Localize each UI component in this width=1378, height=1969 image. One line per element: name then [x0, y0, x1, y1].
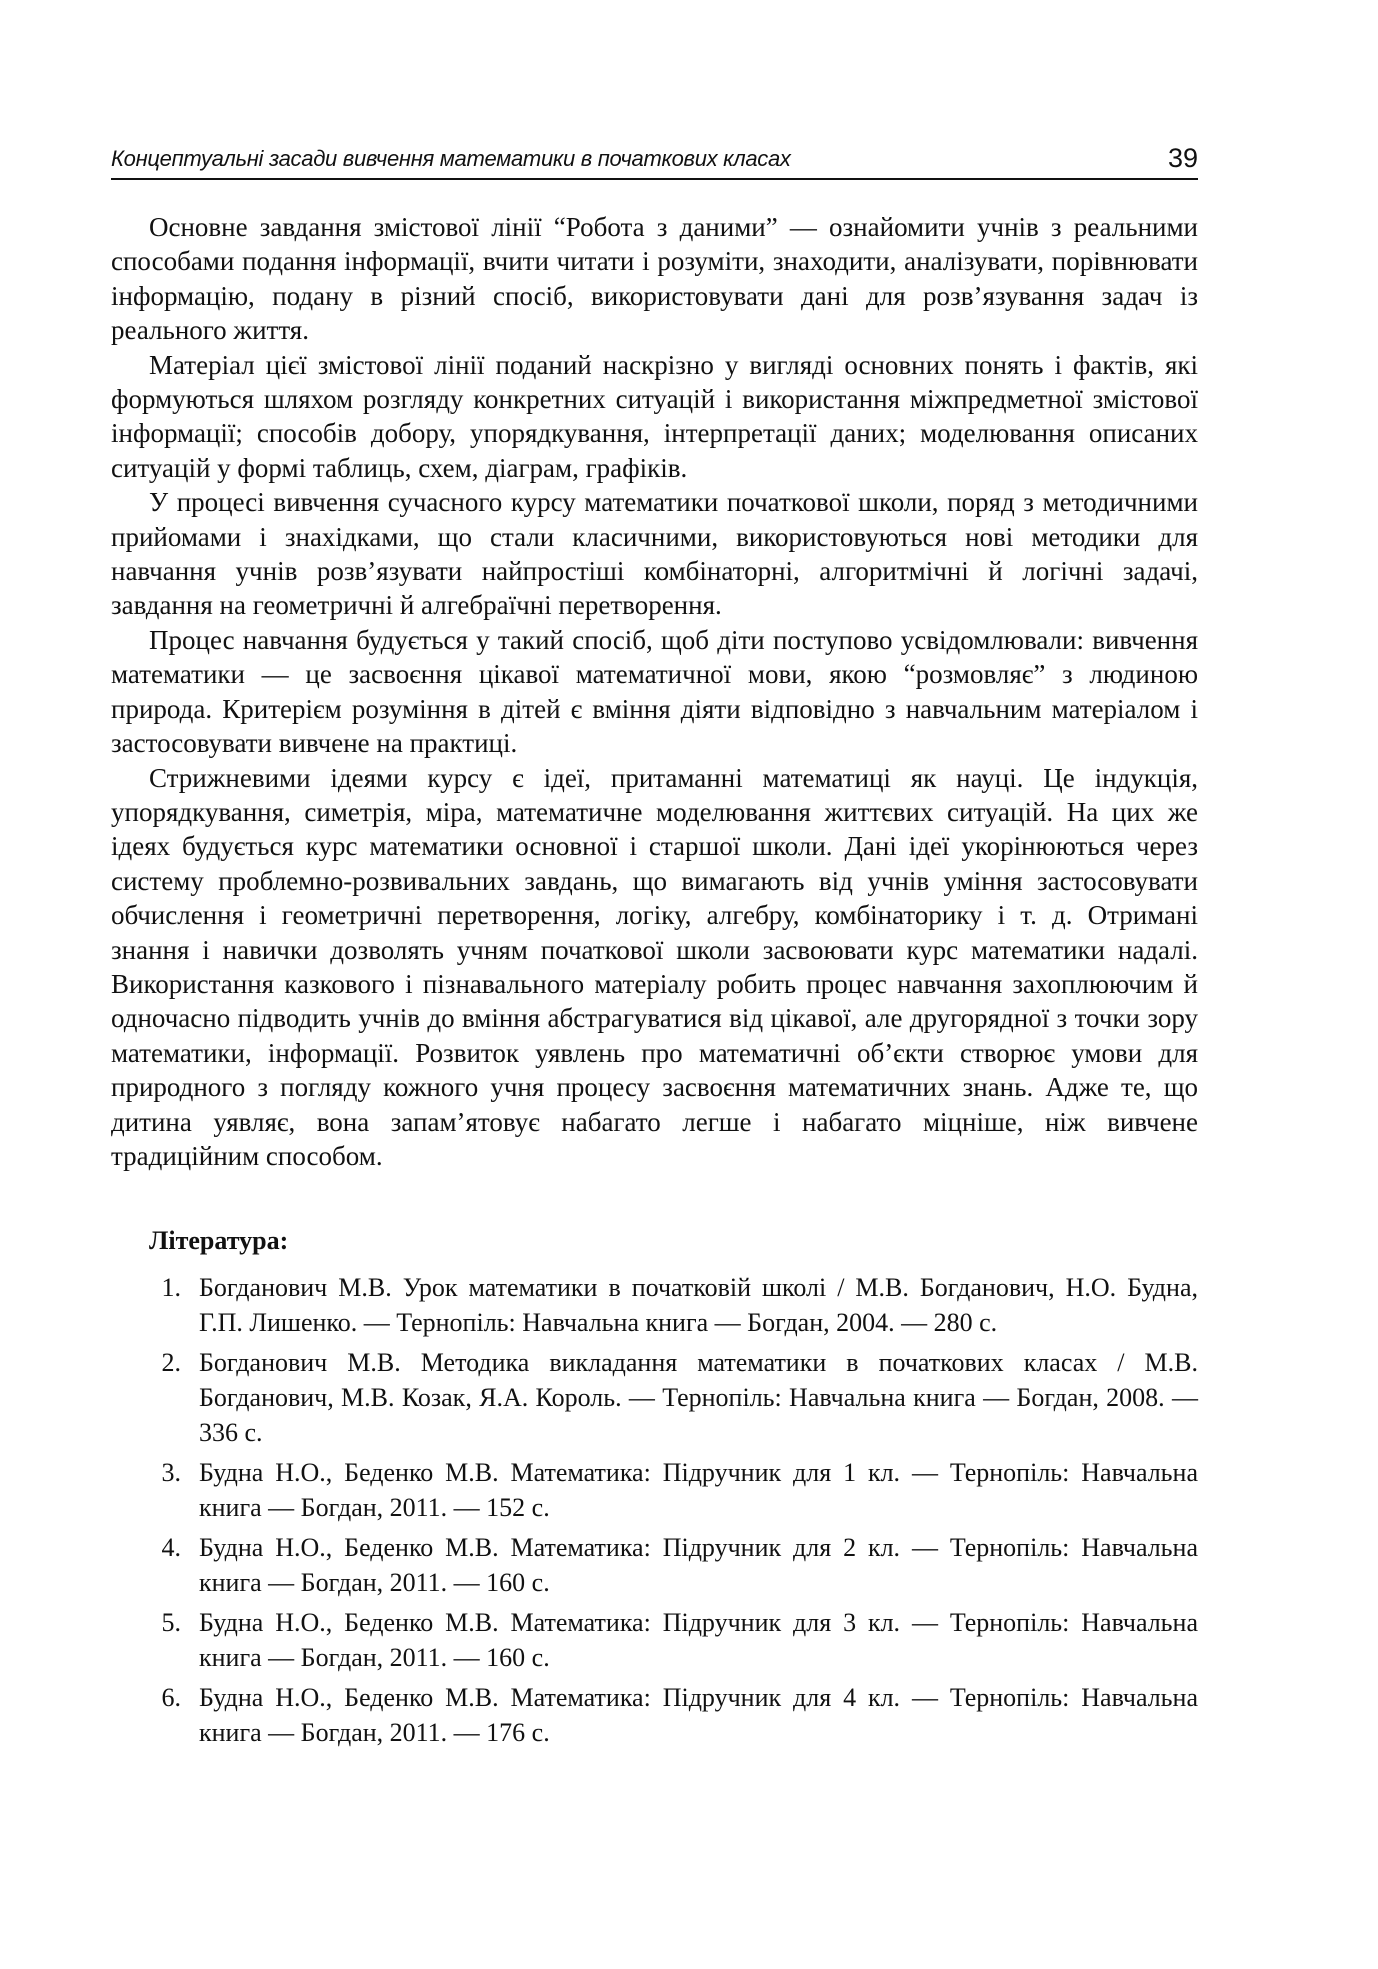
reference-text: Будна Н.О., Беденко М.В. Математика: Підручник для 2 кл. — Тернопіль: Навчальна книга — Богдан, 2011. — 160 с.: [199, 1533, 1198, 1598]
paragraph: У процесі вивчення сучасного курсу математики початкової школи, поряд з методичними прийомами і знахідками, що стали класичними, використовуються нові методики для навчання учнів розв’язувати найпростіші комбінаторні, алгоритмічні й логічні задачі, завдання на геометричні й алгебраїчні перетворення.: [111, 487, 1198, 621]
running-title: Концептуальні засади вивчення математики в початкових класах: [111, 146, 791, 171]
reference-number: 4.: [161, 1533, 181, 1563]
reference-text: Будна Н.О., Беденко М.В. Математика: Підручник для 4 кл. — Тернопіль: Навчальна книга — Богдан, 2011. — 176 с.: [199, 1683, 1198, 1748]
literature-heading: Література:: [149, 1226, 289, 1256]
paragraph: Основне завдання змістової лінії “Робота з даними” — ознайомити учнів з реальними способами подання інформації, вчити читати і розуміти, знаходити, аналізувати, порівнювати інформацію, подану в різний спосіб, використовувати дані для розв’язування задач із реального життя.: [111, 212, 1198, 346]
reference-text: Будна Н.О., Беденко М.В. Математика: Підручник для 1 кл. — Тернопіль: Навчальна книга — Богдан, 2011. — 152 с.: [199, 1458, 1198, 1523]
reference-number: 1.: [161, 1273, 181, 1303]
reference-item: [111, 1455, 1198, 1525]
paragraph: Процес навчання будується у такий спосіб, щоб діти поступово усвідомлювали: вивчення математики — це засвоєння цікавої математичної мови, якою “розмовляє” з людиною природа. Критерієм розуміння в дітей є вміння діяти відповідно з навчальним матеріалом і застосовувати вивчене на практиці.: [111, 624, 1198, 759]
reference-item: [111, 1680, 1198, 1750]
reference-number: 2.: [161, 1348, 181, 1378]
reference-item: [111, 1605, 1198, 1675]
reference-number: 5.: [161, 1608, 181, 1638]
reference-text: Будна Н.О., Беденко М.В. Математика: Підручник для 3 кл. — Тернопіль: Навчальна книга — Богдан, 2011. — 160 с.: [199, 1608, 1198, 1673]
reference-item: [111, 1345, 1198, 1450]
reference-item: [111, 1530, 1198, 1600]
reference-text: Богданович М.В. Урок математики в початковій школі / М.В. Богданович, Н.О. Будна, Г.П. Лишенко. — Тернопіль: Навчальна книга — Богдан, 2004. — 280 с.: [199, 1273, 1198, 1338]
running-header: [111, 134, 1198, 180]
reference-item: [111, 1270, 1198, 1340]
reference-number: 6.: [161, 1683, 181, 1713]
reference-list: [111, 1270, 1198, 1750]
page-number: 39: [1167, 143, 1198, 173]
paragraph: Стрижневими ідеями курсу є ідеї, притаманні математиці як науці. Це індукція, упорядкування, симетрія, міра, математичне моделювання життєвих ситуацій. На цих же ідеях будується курс математики основної і старшої школи. Дані ідеї укорінюються через систему проблемно-розвивальних завдань, що вимагають від учнів уміння застосовувати обчислення і геометричні перетворення, логіку, алгебру, комбінаторику і т. д. Отримані знання і навички дозволять учням початкової школи засвоювати курс математики надалі. Використання казкового і пізнавального матеріалу робить процес навчання захоплюючим й одночасно підводить учнів до вміння абстрагуватися від цікавої, але другорядної з точки зору математики, інформації. Розвиток уявлень про математичні об’єкти створює умови для природного з погляду кожного учня процесу засвоєння математичних знань. Адже те, що дитина уявляє, вона запам’ятовує набагато легше і набагато міцніше, ніж вивчене традиційним способом.: [111, 762, 1198, 1171]
reference-number: 3.: [161, 1458, 181, 1488]
body-text: [111, 210, 1198, 1173]
document-page: [111, 134, 1198, 1755]
reference-text: Богданович М.В. Методика викладання математики в початкових класах / М.В. Богданович, М.В. Козак, Я.А. Король. — Тернопіль: Навчальна книга — Богдан, 2008. — 336 с.: [199, 1348, 1198, 1448]
paragraph: Матеріал цієї змістової лінії поданий наскрізно у вигляді основних понять і фактів, які формуються шляхом розгляду конкретних ситуацій і використання міжпредметної змістової інформації; способів добору, упорядкування, інтерпретації даних; моделювання описаних ситуацій у формі таблиць, схем, діаграм, графіків.: [111, 349, 1198, 483]
